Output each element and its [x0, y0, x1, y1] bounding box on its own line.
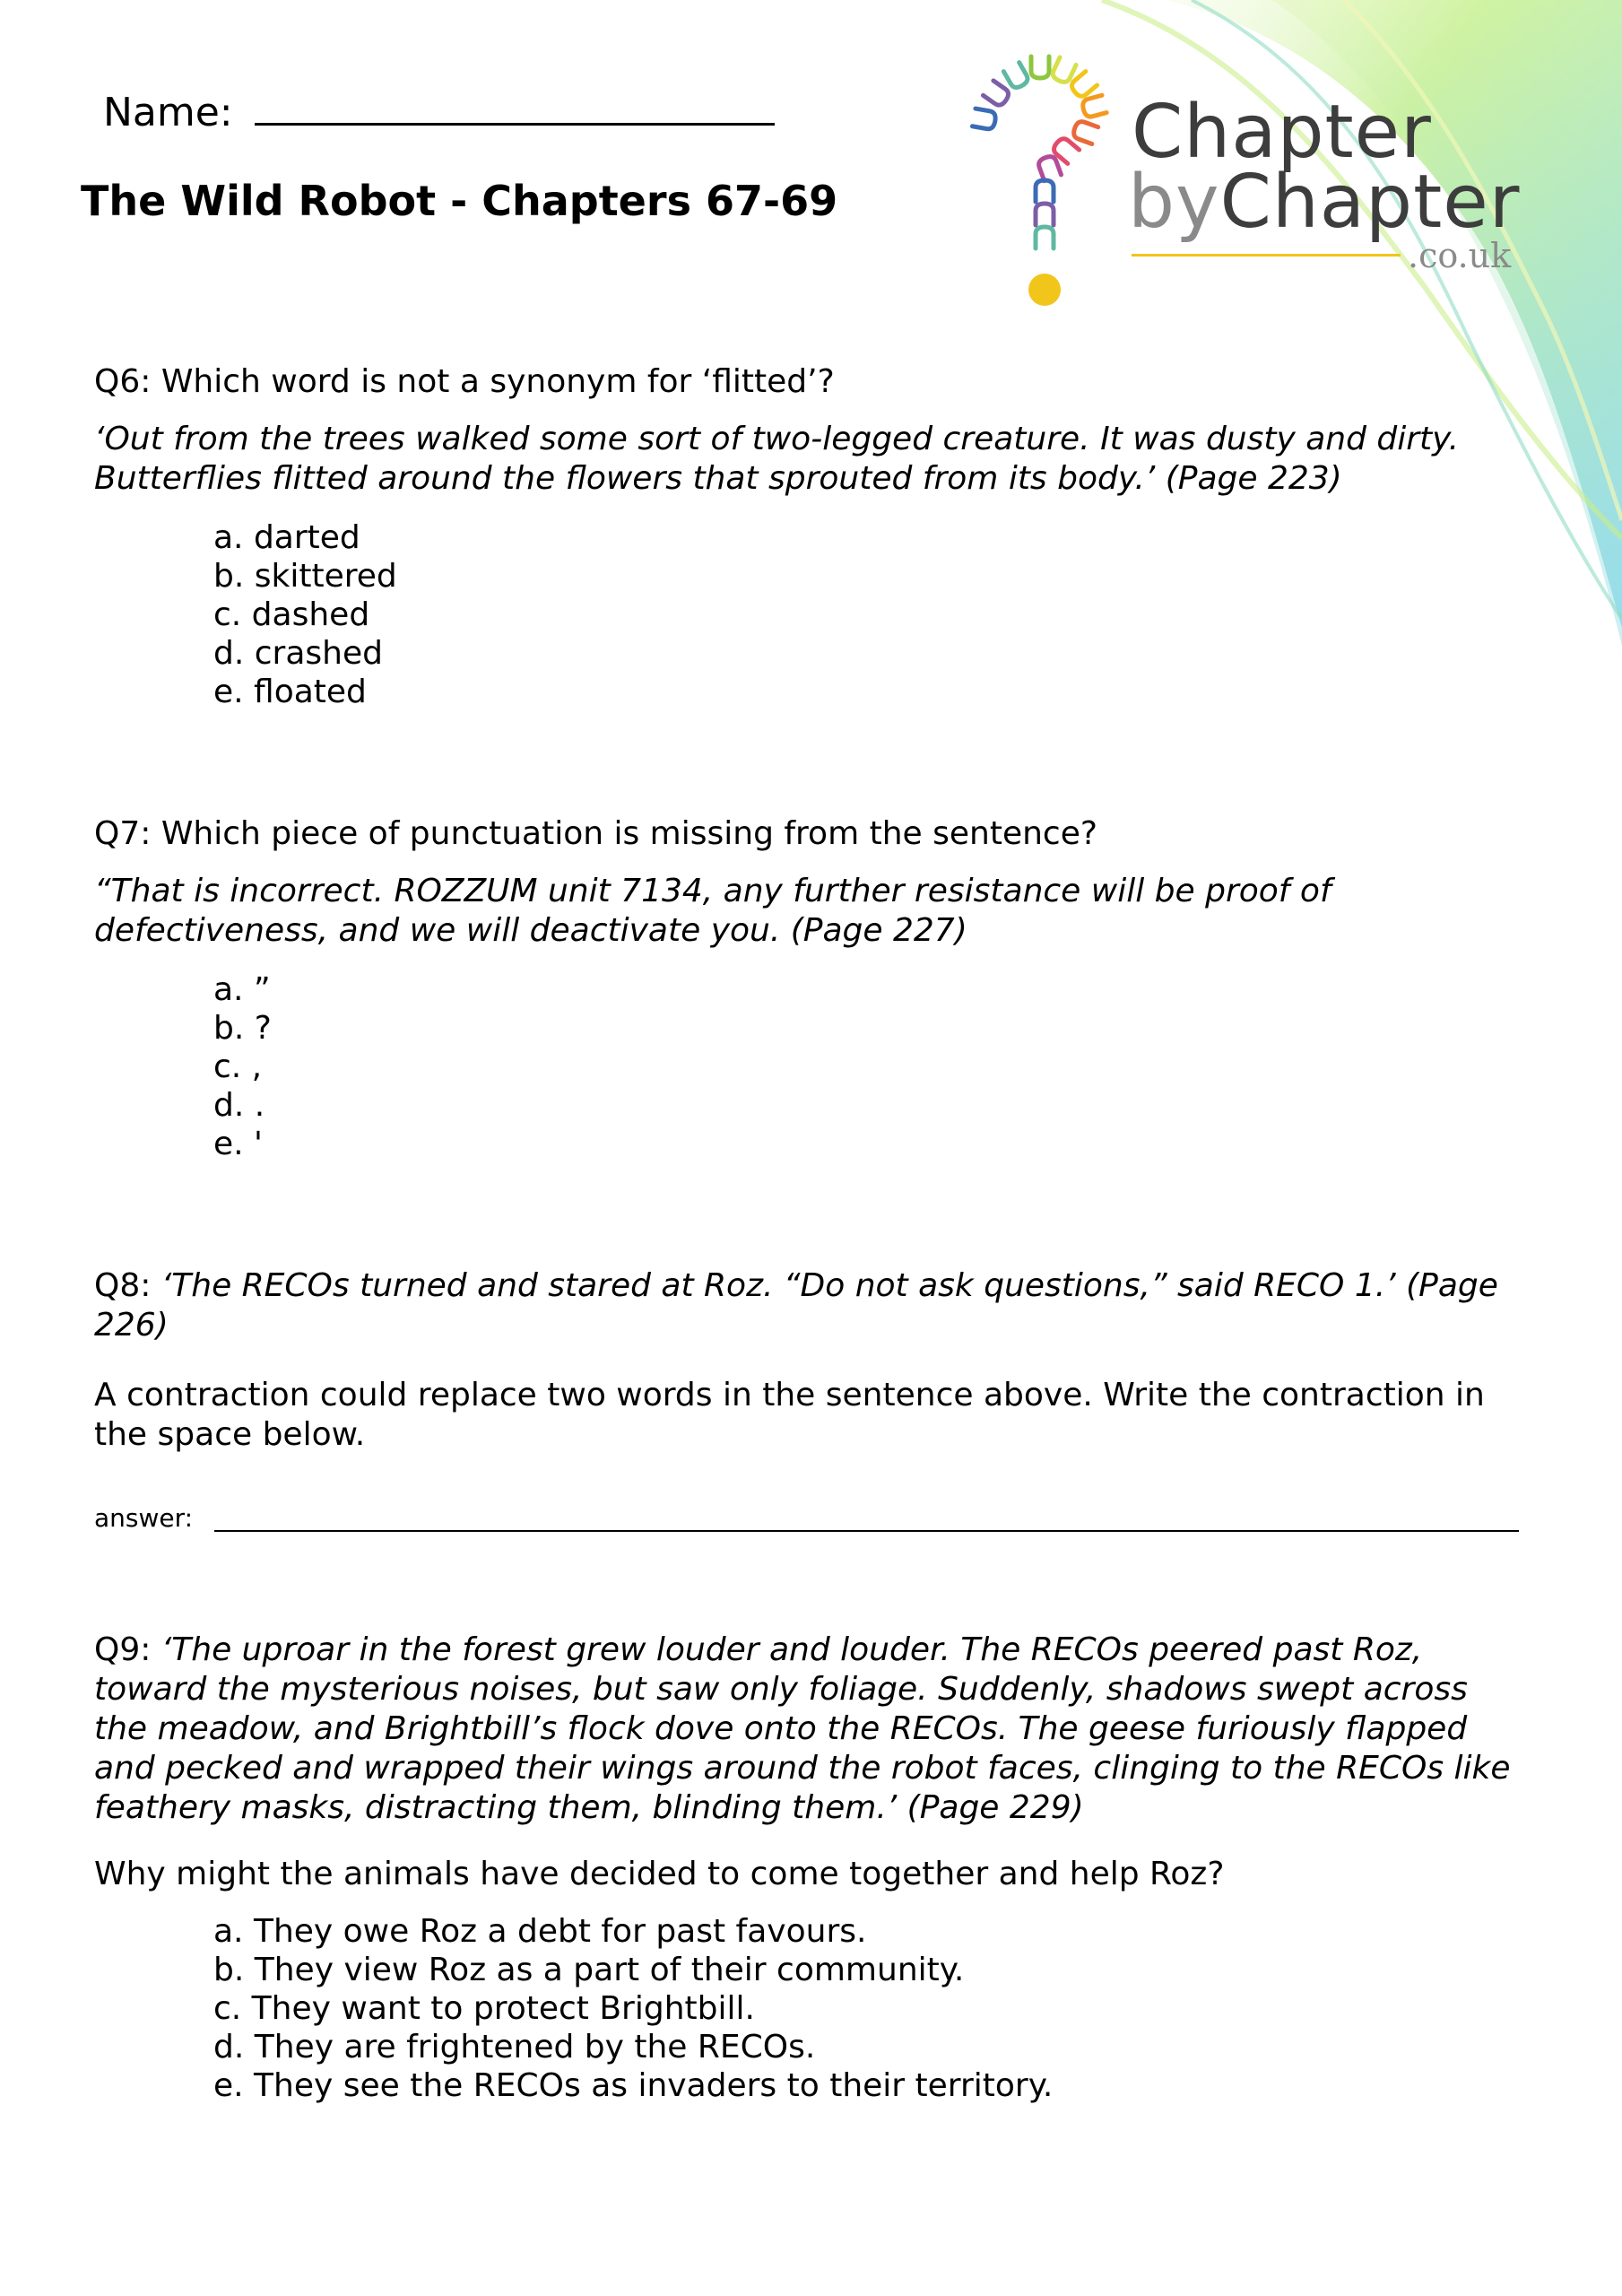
logo-word-bychapter: byChapter	[1128, 160, 1521, 245]
logo-book-mark	[1081, 95, 1106, 118]
logo-book-mark	[972, 109, 996, 130]
q7-option-a[interactable]: a. ”	[213, 971, 271, 1008]
q9-quote: ‘The uproar in the forest grew louder and louder. The RECOs peered past Roz, toward the mysterious noises, but saw only foliage. Suddenly, shadows swept across the meadow, and Brightbill’s flock dove onto the RECOs. The geese furiously flapped and pecked and wrapped their wings around the robot faces, clinging to the RECOs like feathery masks, distracting them, blinding them.’ (Page 229)	[94, 1631, 1511, 1826]
name-field[interactable]	[103, 90, 775, 135]
q7-option-c[interactable]: c. ,	[213, 1048, 263, 1085]
chapter-by-chapter-logo	[959, 49, 1551, 318]
q6-option-c[interactable]: c. dashed	[213, 596, 370, 633]
q6-options	[94, 518, 1529, 711]
q6-option-e[interactable]: e. floated	[213, 674, 367, 710]
logo-underline	[1132, 254, 1401, 257]
q7-options	[94, 970, 1529, 1163]
q8-answer-line[interactable]	[214, 1510, 1519, 1532]
worksheet-body	[94, 362, 1529, 2105]
q7-option-e[interactable]: e. '	[213, 1126, 263, 1162]
book-arc-logo-icon	[959, 49, 1130, 318]
worksheet-title: The Wild Robot - Chapters 67-69	[81, 177, 838, 225]
q6-question: Q6: Which word is not a synonym for ‘flitted’?	[94, 363, 835, 400]
q9-question: Why might the animals have decided to come together and help Roz?	[94, 1856, 1225, 1892]
name-blank-line[interactable]	[255, 116, 775, 126]
logo-book-mark	[1036, 180, 1054, 202]
q7-option-b[interactable]: b. ?	[213, 1010, 272, 1047]
question-7	[94, 814, 1529, 1163]
logo-book-mark	[1037, 154, 1061, 180]
q6-option-b[interactable]: b. skittered	[213, 558, 397, 595]
q8-instruction: A contraction could replace two words in the sentence above. Write the contraction in the space below.	[94, 1377, 1485, 1453]
q7-question: Q7: Which piece of punctuation is missing from the sentence?	[94, 815, 1097, 852]
q9-option-d[interactable]: d. They are frightened by the RECOs.	[213, 2029, 816, 2066]
q8-label: Q8:	[94, 1267, 161, 1304]
question-6	[94, 362, 1529, 711]
q8-answer-label: answer:	[94, 1503, 194, 1533]
logo-book-mark	[1036, 227, 1054, 248]
q9-options	[94, 1912, 1529, 2105]
q8-prompt	[94, 1266, 1529, 1345]
q7-option-d[interactable]: d. .	[213, 1087, 265, 1124]
question-9	[94, 1631, 1529, 2105]
q9-option-c[interactable]: c. They want to protect Brightbill.	[213, 1990, 755, 2027]
q9-option-e[interactable]: e. They see the RECOs as invaders to their territory.	[213, 2067, 1054, 2104]
logo-book-mark	[1031, 57, 1049, 78]
q8-quote: ‘The RECOs turned and stared at Roz. “Do not ask questions,” said RECO 1.’ (Page 226)	[94, 1267, 1498, 1344]
logo-domain: .co.uk	[1408, 236, 1512, 275]
q9-label: Q9:	[94, 1631, 161, 1668]
logo-book-mark	[1071, 119, 1097, 144]
q8-answer-row	[94, 1505, 1529, 1532]
q6-quote: ‘Out from the trees walked some sort of two-legged creature. It was dusty and dirty. Butterflies flitted around the flowers that sprouted from its body.’ (Page 223)	[94, 421, 1460, 497]
q6-option-d[interactable]: d. crashed	[213, 635, 383, 672]
logo-book-mark	[1036, 204, 1054, 225]
q7-quote: “That is incorrect. ROZZUM unit 7134, any further resistance will be proof of defectiveness, and we will deactivate you. (Page 227)	[94, 873, 1331, 949]
q9-option-a[interactable]: a. They owe Roz a debt for past favours.	[213, 1913, 867, 1950]
name-label: Name:	[103, 90, 233, 135]
q9-prompt	[94, 1631, 1529, 1828]
q6-option-a[interactable]: a. darted	[213, 519, 360, 556]
logo-word-chapter: Chapter	[1132, 90, 1432, 175]
q9-option-b[interactable]: b. They view Roz as a part of their community.	[213, 1952, 965, 1988]
logo-book-mark	[983, 81, 1010, 108]
logo-book-mark	[1003, 63, 1029, 91]
question-8	[94, 1266, 1529, 1532]
